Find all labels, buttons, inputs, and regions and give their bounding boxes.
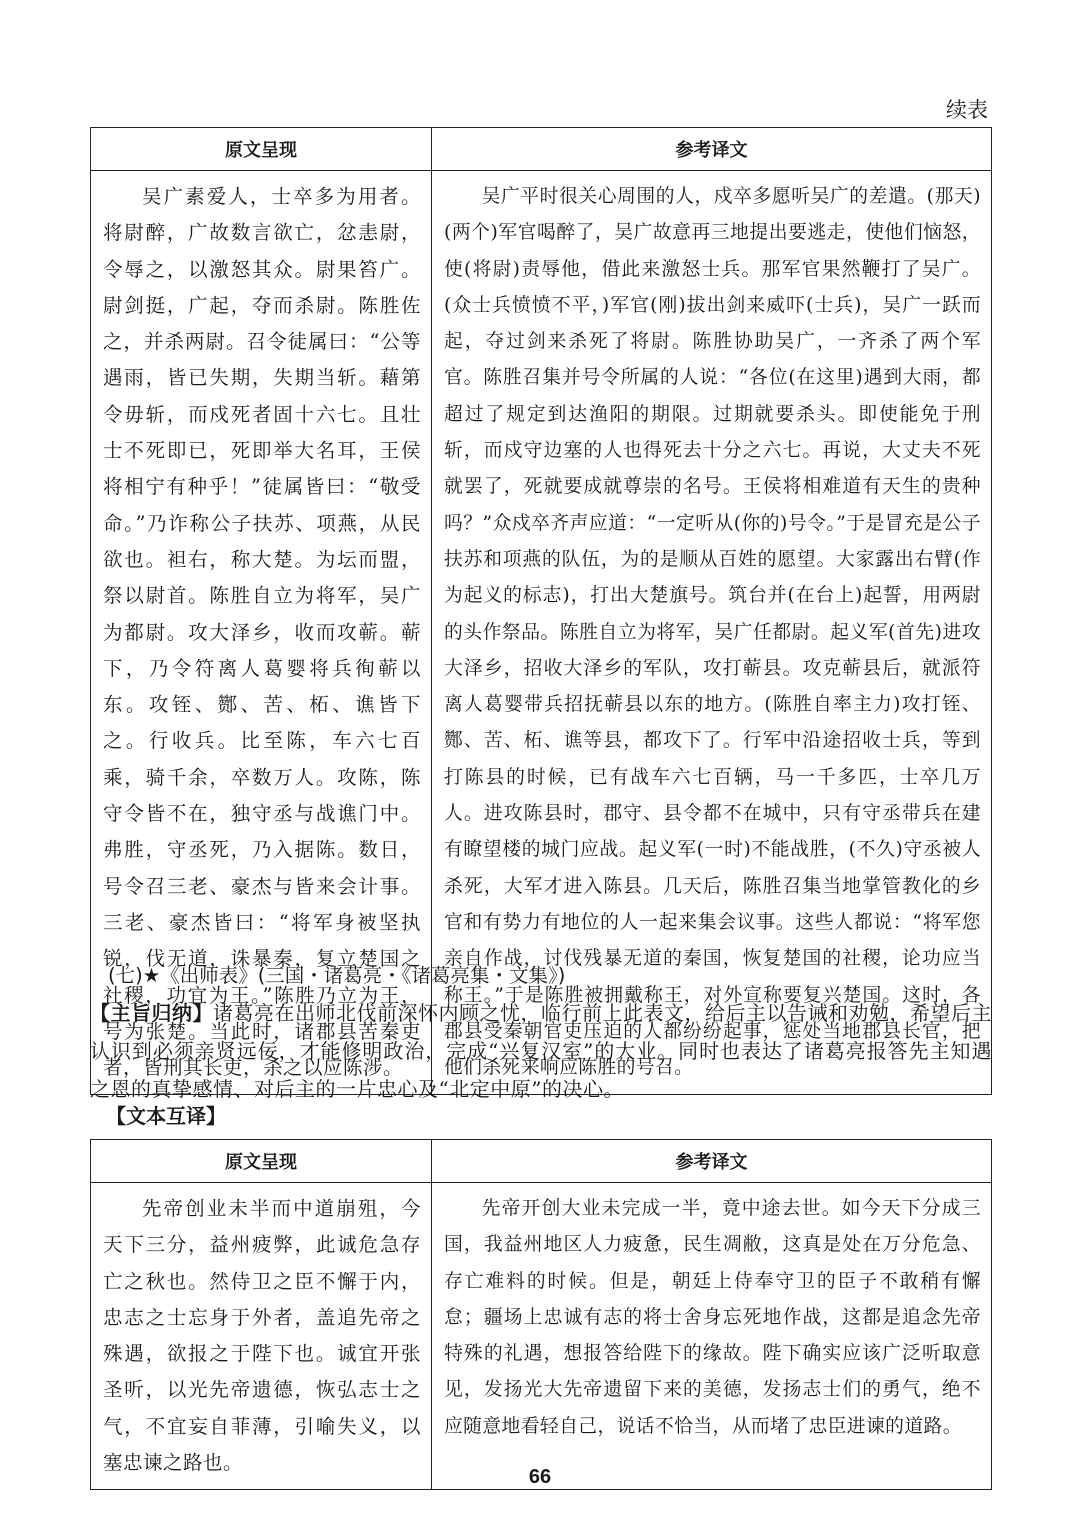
summary-tag: 【主旨归纳】 <box>90 1001 213 1025</box>
section-title: (七)★《出师表》(三国・诸葛亮・《诸葛亮集・文集》) <box>108 964 566 987</box>
original-text: 先帝创业未半而中道崩殂，今天下三分，益州疲弊，此诚危急存亡之秋也。然侍卫之臣不懈于内，忠志之士忘身于外者，盖追先帝之殊遇，欲报之于陛下也。诚宜开张圣听，以光先帝遗德，恢弘志士之气，不宜妄自菲薄，引喻失义，以塞忠谏之路也。 <box>103 1197 421 1475</box>
continued-table-label: 续表 <box>946 98 988 122</box>
header-original: 原文呈现 <box>91 128 432 171</box>
table-row <box>91 1183 992 1490</box>
header-translation: 参考译文 <box>432 1140 992 1183</box>
subhead-tag: 【文本互译】 <box>106 1104 226 1128</box>
original-text-cell <box>91 171 432 1095</box>
header-original: 原文呈现 <box>91 1140 432 1183</box>
translation-text: 先帝开创大业未完成一半，竟中途去世。如今天下分成三国，我益州地区人力疲惫，民生凋敝，这真是处在万分危急、存亡难料的时候。但是，朝廷上侍奉守卫的臣子不敢稍有懈怠；疆场上忠诚有志的将士舍身忘死地作战，这都是追念先帝特殊的礼遇，想报答给陛下的缘故。陛下确实应该广泛听取意见，发扬光大先帝遗留下来的美德，发扬志士们的勇气，绝不应随意地看轻自己，说话不恰当，从而堵了忠臣进谏的道路。 <box>444 1198 981 1437</box>
table-row <box>91 171 992 1095</box>
summary-text: 诸葛亮在出师北伐前深怀内顾之忧，临行前上此表文，给后主以告诫和劝勉，希望后主认识到必须亲贤远佞，才能修明政治，完成“兴复汉室”的大业。同时也表达了诸葛亮报答先主知遇之恩的真挚感情、对后主的一片忠心及“北定中原”的决心。 <box>90 1001 992 1101</box>
header-translation: 参考译文 <box>432 128 992 171</box>
translation-text: 吴广平时很关心周围的人，戍卒多愿听吴广的差遣。(那天)(两个)军官喝醉了，吴广故意再三地提出要逃走，使他们恼怒，使(将尉)责辱他，借此来激怒士兵。那军官果然鞭打了吴广。(众士兵愤愤不平，)军官(刚)拔出剑来威吓(士兵)，吴广一跃而起，夺过剑来杀死了将尉。陈胜协助吴广，一齐杀了两个军官。陈胜召集并号令所属的人说：“各位(在这里)遇到大雨，都超过了规定到达渔阳的期限。过期就要杀头。即使能免于刑斩，而戍守边塞的人也得死去十分之六七。再说，大丈夫不死就罢了，死就要成就尊崇的名号。王侯将相难道有天生的贵种吗？”众戍卒齐声应道：“一定听从(你的)号令。”于是冒充是公子扶苏和项燕的队伍，为的是顺从百姓的愿望。大家露出右臂(作为起义的标志)，打出大楚旗号。筑台并(在台上)起誓，用两尉的头作祭品。陈胜自立为将军，吴广任都尉。起义军(首先)进攻大泽乡，招收大泽乡的军队，攻打蕲县。攻克蕲县后，就派符离人葛婴带兵招抚蕲县以东的地方。(陈胜自率主力)攻打铚、酂、苦、柘、谯等县，都攻下了。行军中沿途招收士兵，等到打陈县的时候，已有战车六七百辆，马一千多匹，士卒几万人。进攻陈县时，郡守、县令都不在城中，只有守丞带兵在建有瞭望楼的城门应战。起义军(一时)不能战胜，(不久)守丞被人杀死，大军才进入陈县。几天后，陈胜召集当地掌管教化的乡官和有势力有地位的人一起来集会议事。这些人都说：“将军您亲自作战，讨伐残暴无道的秦国，恢复楚国的社稷，论功应当称王。”于是陈胜被拥戴称王，对外宣称要复兴楚国。这时，各郡县受秦朝官吏压迫的人都纷纷起事，惩处当地郡县长官，把他们杀死来响应陈胜的号召。 <box>444 186 981 1079</box>
text-translation-heading <box>106 1100 226 1129</box>
original-text-cell <box>91 1183 432 1490</box>
summary-paragraph <box>90 994 992 1108</box>
table-header-row <box>91 1140 992 1183</box>
original-text: 吴广素爱人，士卒多为用者。将尉醉，广故数言欲亡，忿恚尉，令辱之，以激怒其众。尉果笞广。尉剑挺，广起，夺而杀尉。陈胜佐之，并杀两尉。召令徒属曰：“公等遇雨，皆已失期，失期当斩。藉第令毋斩，而戍死者固十六七。且壮士不死即已，死即举大名耳，王侯将相宁有种乎！”徒属皆曰：“敬受命。”乃诈称公子扶苏、项燕，从民欲也。袒右，称大楚。为坛而盟，祭以尉首。陈胜自立为将军，吴广为都尉。攻大泽乡，收而攻蕲。蕲下，乃令符离人葛婴将兵徇蕲以东。攻铚、酂、苦、柘、谯皆下之。行收兵。比至陈，车六七百乘，骑千余，卒数万人。攻陈，陈守令皆不在，独守丞与战谯门中。弗胜，守丞死，乃入据陈。数日，号令召三老、豪杰与皆来会计事。三老、豪杰皆曰：“将军身被坚执锐，伐无道，诛暴秦，复立楚国之社稷，功宜为王。”陈胜乃立为王，号为张楚。当此时，诸郡县苦秦吏者，皆刑其长吏，杀之以应陈涉。 <box>103 185 421 1080</box>
translation-text-cell <box>432 1183 992 1490</box>
translation-text-cell <box>432 171 992 1095</box>
table-header-row <box>91 128 992 171</box>
translation-table-chu-shi-biao <box>90 1139 992 1490</box>
page-number: 66 <box>528 1466 552 1488</box>
translation-table-chen-sheng <box>90 127 992 1095</box>
